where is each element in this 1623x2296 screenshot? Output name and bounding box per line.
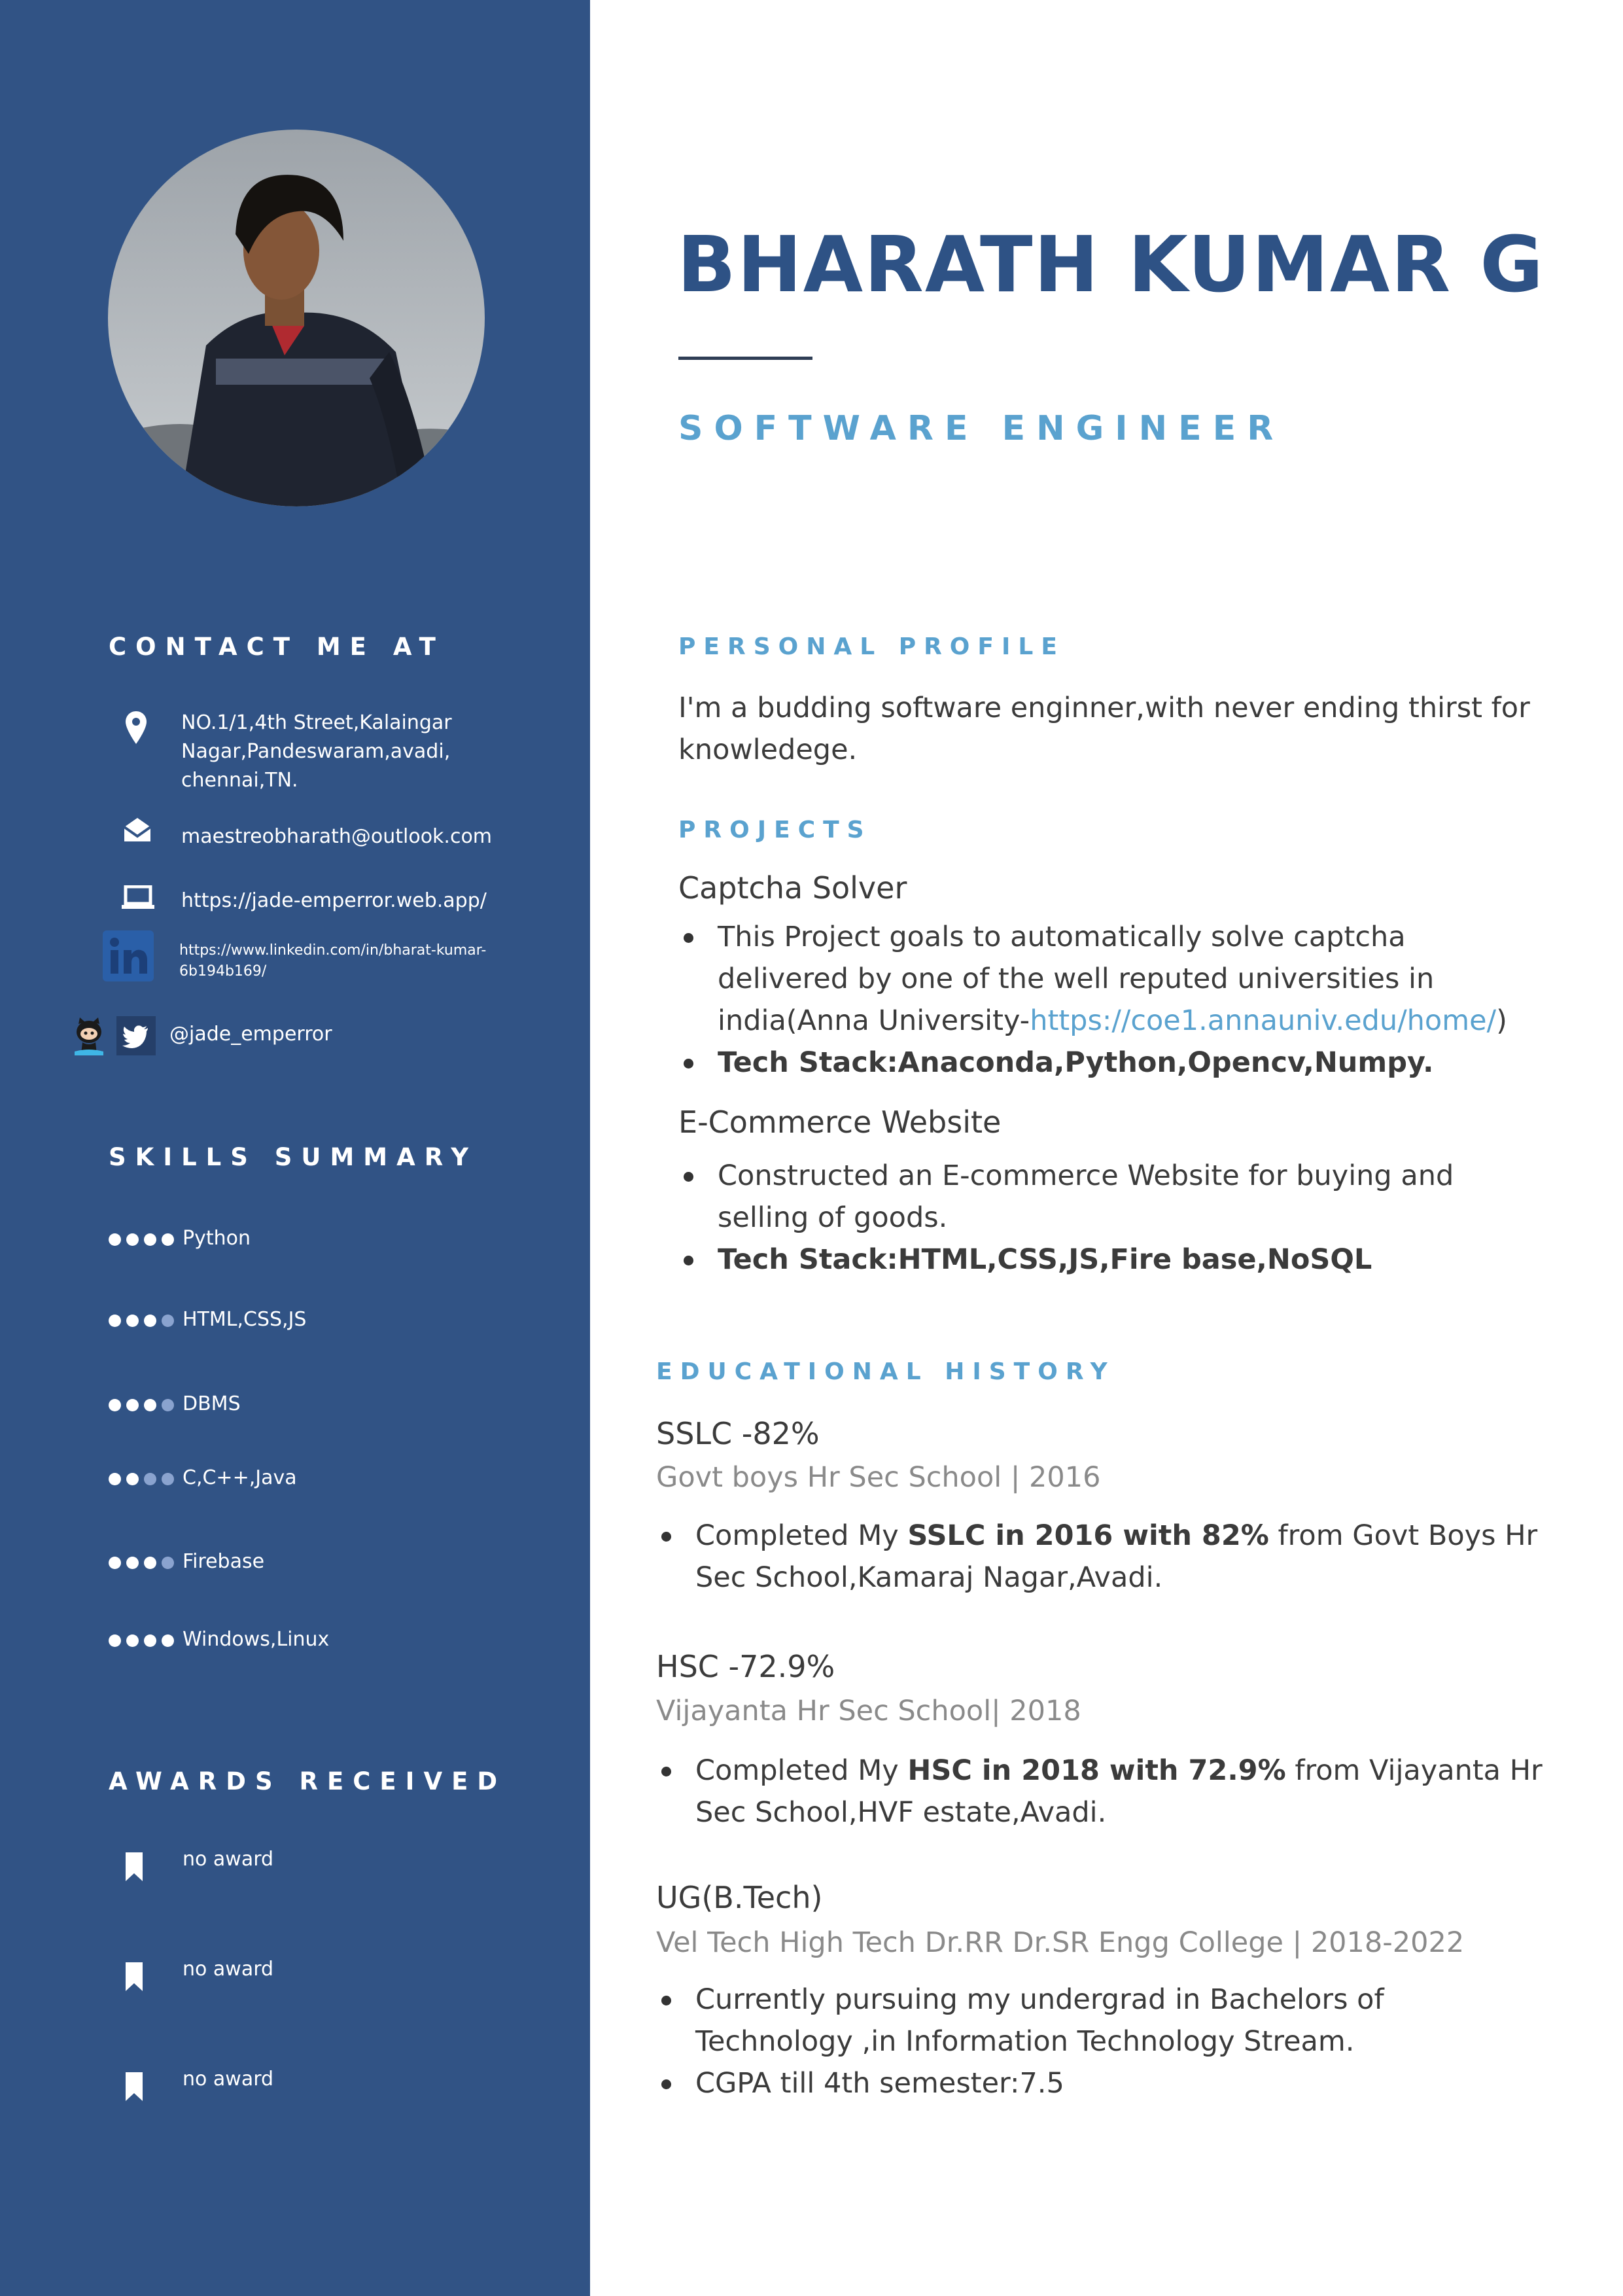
bookmark-icon <box>124 1961 144 1995</box>
education-title-hsc: HSC -72.9% <box>656 1649 835 1684</box>
linkedin-line: 6b194b169/ <box>179 963 267 980</box>
education-heading: EDUCATIONAL HISTORY <box>656 1358 1115 1385</box>
contact-heading: CONTACT ME AT <box>109 633 445 661</box>
project-ecommerce-bullets <box>678 1155 1594 1280</box>
profile-line: I'm a budding software enginner,with never ending thirst for <box>678 692 1530 724</box>
list-item <box>656 2062 1585 2104</box>
skill-dot <box>109 1634 121 1647</box>
list-item <box>656 1979 1585 2062</box>
list-item <box>656 1750 1585 1833</box>
education-sslc-bullets <box>656 1515 1585 1598</box>
bullet-line: Constructed an E-commerce Website for buying and <box>718 1159 1454 1192</box>
skill-dot <box>109 1233 121 1246</box>
list-item <box>678 1155 1594 1239</box>
education-meta-hsc: Vijayanta Hr Sec School| 2018 <box>656 1695 1081 1727</box>
tech-stack: Tech Stack:HTML,CSS,JS,Fire base,NoSQL <box>718 1243 1372 1276</box>
projects-heading: PROJECTS <box>678 817 872 843</box>
bullet-line: Sec School,Kamaraj Nagar,Avadi. <box>695 1561 1163 1594</box>
bullet-text: india(Anna University- <box>718 1004 1030 1037</box>
skill-dot <box>144 1634 156 1647</box>
awards-heading: AWARDS RECEIVED <box>109 1767 507 1795</box>
social-handle[interactable]: @jade_emperror <box>169 1023 332 1046</box>
project-title-captcha: Captcha Solver <box>678 870 907 906</box>
project-title-ecommerce: E-Commerce Website <box>678 1104 1002 1140</box>
profile-line: knowledege. <box>678 733 858 766</box>
bullet-text: from Govt Boys Hr <box>1268 1519 1538 1552</box>
skill-label: C,C++,Java <box>183 1466 297 1489</box>
job-title: SOFTWARE ENGINEER <box>678 409 1285 448</box>
bullet-line: Sec School,HVF estate,Avadi. <box>695 1796 1107 1829</box>
bullet-line <box>695 1515 1585 1557</box>
address-line: NO.1/1,4th Street,Kalaingar <box>181 711 452 734</box>
project-captcha-bullets <box>678 916 1594 1084</box>
bullet-text: ) <box>1496 1004 1507 1037</box>
tech-stack: Tech Stack:Anaconda,Python,Opencv,Numpy. <box>718 1046 1434 1079</box>
twitter-icon[interactable] <box>116 1016 156 1058</box>
skill-label: HTML,CSS,JS <box>183 1308 307 1331</box>
skill-dot <box>162 1233 174 1246</box>
linkedin-link[interactable] <box>179 940 486 982</box>
candidate-name: BHARATH KUMAR G <box>677 219 1545 309</box>
title-divider <box>678 357 812 360</box>
education-meta-ug: Vel Tech High Tech Dr.RR Dr.SR Engg College | 2018-2022 <box>656 1926 1465 1959</box>
skill-dot <box>162 1557 174 1569</box>
skill-dot <box>162 1315 174 1327</box>
list-item <box>678 916 1594 1042</box>
skill-dot <box>144 1557 156 1569</box>
laptop-icon <box>121 885 155 913</box>
contact-address <box>181 709 452 795</box>
skills-heading: SKILLS SUMMARY <box>109 1143 478 1171</box>
skill-dot <box>144 1315 156 1327</box>
award-label: no award <box>183 1848 274 1871</box>
education-ug-bullets <box>656 1979 1585 2104</box>
skill-level-dots <box>109 1399 174 1411</box>
education-hsc-bullets <box>656 1750 1585 1833</box>
skill-dot <box>162 1473 174 1485</box>
profile-heading: PERSONAL PROFILE <box>678 633 1065 660</box>
linkedin-icon[interactable] <box>103 930 154 984</box>
email-link[interactable]: maestreobharath@outlook.com <box>181 825 493 848</box>
bullet-text-bold: SSLC in 2016 with 82% <box>907 1519 1269 1552</box>
bullet-text-bold: HSC in 2018 with 72.9% <box>907 1754 1286 1787</box>
list-item <box>678 1239 1594 1280</box>
skill-level-dots <box>109 1473 174 1485</box>
website-link[interactable]: https://jade-emperror.web.app/ <box>181 889 487 912</box>
bullet-text: from Vijayanta Hr <box>1285 1754 1543 1787</box>
award-label: no award <box>183 2068 274 2091</box>
skill-dot <box>109 1557 121 1569</box>
skill-dot <box>126 1557 139 1569</box>
bullet-text: Completed My <box>695 1754 908 1787</box>
bullet-line <box>695 1750 1585 1792</box>
list-item <box>678 1042 1594 1084</box>
bullet-line: This Project goals to automatically solve captcha <box>718 921 1406 953</box>
skill-label: Python <box>183 1227 251 1250</box>
skill-dot <box>126 1634 139 1647</box>
address-line: chennai,TN. <box>181 769 298 792</box>
github-octocat-icon[interactable] <box>72 1017 106 1058</box>
skill-label: Firebase <box>183 1550 265 1573</box>
education-meta-sslc: Govt boys Hr Sec School | 2016 <box>656 1461 1101 1494</box>
skill-dot <box>162 1399 174 1411</box>
skill-level-dots <box>109 1634 174 1647</box>
skill-label: Windows,Linux <box>183 1628 330 1651</box>
skill-dot <box>126 1473 139 1485</box>
bullet-text: CGPA till 4th semester:7.5 <box>695 2067 1064 2100</box>
skill-dot <box>144 1233 156 1246</box>
bullet-line: Technology ,in Information Technology Stream. <box>695 2025 1355 2058</box>
anna-university-link[interactable]: https://coe1.annauniv.edu/home/ <box>1030 1004 1497 1037</box>
bullet-line: Currently pursuing my undergrad in Bachelors of <box>695 1983 1384 2016</box>
skill-level-dots <box>109 1315 174 1327</box>
skill-dot <box>162 1634 174 1647</box>
skill-label: DBMS <box>183 1392 241 1415</box>
skill-level-dots <box>109 1557 174 1569</box>
envelope-icon <box>123 817 152 845</box>
bullet-text: Completed My <box>695 1519 908 1552</box>
skill-dot <box>144 1399 156 1411</box>
profile-photo <box>108 130 485 506</box>
skill-level-dots <box>109 1233 174 1246</box>
profile-text <box>678 687 1530 771</box>
education-title-sslc: SSLC -82% <box>656 1416 820 1451</box>
bullet-line: delivered by one of the well reputed universities in <box>718 963 1435 995</box>
skill-dot <box>109 1399 121 1411</box>
list-item <box>656 1515 1585 1598</box>
address-line: Nagar,Pandeswaram,avadi, <box>181 740 451 763</box>
bullet-line: selling of goods. <box>718 1201 948 1234</box>
skill-dot <box>109 1473 121 1485</box>
location-pin-icon <box>124 710 148 748</box>
award-label: no award <box>183 1958 274 1981</box>
education-title-ug: UG(B.Tech) <box>656 1880 823 1915</box>
linkedin-line: https://www.linkedin.com/in/bharat-kumar- <box>179 942 487 959</box>
skill-dot <box>126 1315 139 1327</box>
bullet-line <box>718 1000 1594 1042</box>
skill-dot <box>126 1233 139 1246</box>
bookmark-icon <box>124 1851 144 1885</box>
skill-dot <box>126 1399 139 1411</box>
bookmark-icon <box>124 2071 144 2105</box>
skill-dot <box>109 1315 121 1327</box>
skill-dot <box>144 1473 156 1485</box>
